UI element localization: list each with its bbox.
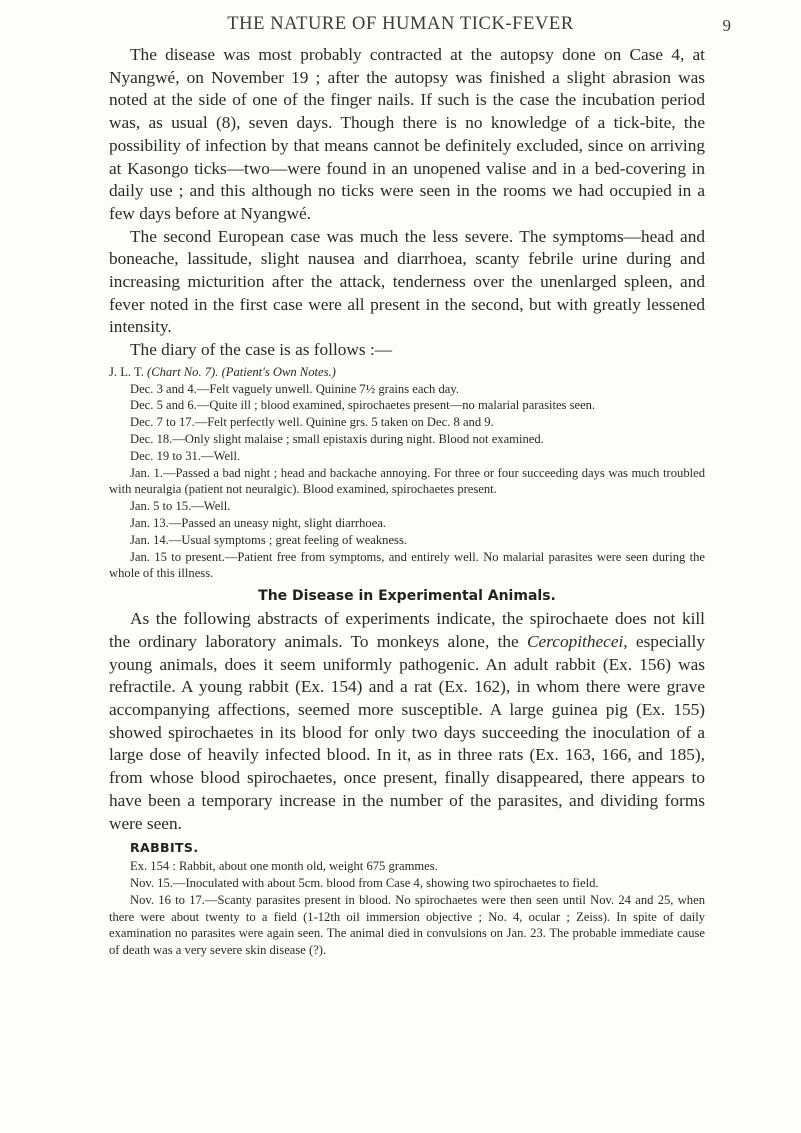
diary-notes-label: (Patient's Own Notes.): [221, 364, 336, 379]
diary-entry: Dec. 18.—Only slight malaise ; small epistaxis during night. Blood not examined.: [130, 432, 544, 447]
diary-entry: Dec. 5 and 6.—Quite ill ; blood examined, spirochaetes present—no malarial parasites seen.: [130, 398, 596, 413]
rabbits-heading: RABBITS.: [130, 840, 199, 856]
diary-case-header: [109, 364, 705, 381]
diary-entry: Dec. 19 to 31.—Well.: [130, 448, 241, 463]
diary-entry: Jan. 13.—Passed an uneasy night, slight diarrhoea.: [130, 516, 387, 531]
running-title: THE NATURE OF HUMAN TICK-FEVER: [227, 14, 574, 34]
section-genus-name: Cercopithecei,: [527, 631, 628, 651]
diary-entry: Dec. 3 and 4.—Felt vaguely unwell. Quinine 7½ grains each day.: [130, 381, 459, 396]
rabbit-entry: Nov. 15.—Inoculated with about 5cm. blood from Case 4, showing two spirochaetes to field.: [130, 876, 599, 891]
diary-entry: Jan. 14.—Usual symptoms ; great feeling of weakness.: [130, 532, 408, 547]
diary-chart-label: (Chart No. 7).: [147, 364, 219, 379]
section-text-after-genus: especially young animals, does it seem uniformly pathogenic. An adult rabbit (Ex. 156) was refractile. A young rabbit (Ex. 154) and a rat (Ex. 162), in whom there were grave accompanying affections, seemed more susceptible. A large guinea pig (Ex. 155) showed spirochaetes in its blood for only two days succeeding the inoculation of a large dose of heavily infected blood. In it, as in three rats (Ex. 163, 166, and 185), from whose blood spirochaetes, once present, finally disappeared, there appears to have been a temporary increase in the number of the parasites, and dividing forms were seen.: [109, 631, 705, 833]
diary-entry: Jan. 15 to present.—Patient free from symptoms, and entirely well. No malarial parasites were seen during the whole of this illness.: [109, 549, 705, 581]
diary-entry: Jan. 1.—Passed a bad night ; head and backache annoying. For three or four succeeding days was much troubled with neuralgia (patient not neuralgic). Blood examined, spirochaetes present.: [109, 465, 705, 497]
diary-entry: Jan. 5 to 15.—Well.: [130, 499, 231, 514]
section-text-before-genus: As the following abstracts of experiments indicate, the spirochaete does not kill the ordinary laboratory animals. To monkeys alone, the: [109, 609, 705, 651]
intro-paragraph-1: The disease was most probably contracted at the autopsy done on Case 4, at Nyangwé, on November 19 ; after the autopsy was finished a slight abrasion was noted at the side of one of the finger nails. If such is the case the incubation period was, as usual (8), seven days. Though there is no knowledge of a tick-bite, the possibility of infection by that means cannot be definitely excluded, since on arriving at Kasongo ticks—two—were found in an unopened valise and in a bed-covering in daily use ; and this although no ticks were seen in the rooms we had occupied in a few days before at Nyangwé.: [109, 45, 705, 223]
section-heading: The Disease in Experimental Animals.: [258, 588, 556, 605]
page-number: 9: [722, 16, 731, 35]
intro-paragraph-3: The diary of the case is as follows :—: [130, 340, 393, 360]
running-head: [0, 14, 801, 38]
page-body: [109, 44, 705, 959]
diary-entry: Dec. 7 to 17.—Felt perfectly well. Quinine grs. 5 taken on Dec. 8 and 9.: [130, 415, 494, 430]
rabbit-entry: Ex. 154 : Rabbit, about one month old, weight 675 grammes.: [130, 859, 438, 874]
rabbit-entry: Nov. 16 to 17.—Scanty parasites present in blood. No spirochaetes were then seen until Nov. 24 and 25, when there were about twenty to a field (1-12th oil immersion objective ; No. 4, ocular ; Zeiss). In spite of daily examination no parasites were again seen. The animal died in convulsions on Jan. 23. The probable immediate cause of death was a very severe skin disease (?).: [109, 892, 705, 958]
intro-paragraph-2: The second European case was much the less severe. The symptoms—head and boneache, lassitude, slight nausea and diarrhoea, scanty febrile urine during and increasing micturition after the attack, tenderness over the unenlarged spleen, and fever noted in the first case were all present in the second, but with greatly lessened intensity.: [109, 226, 705, 337]
diary-case-label: J. L. T.: [109, 364, 144, 379]
section-paragraph: [109, 608, 705, 835]
